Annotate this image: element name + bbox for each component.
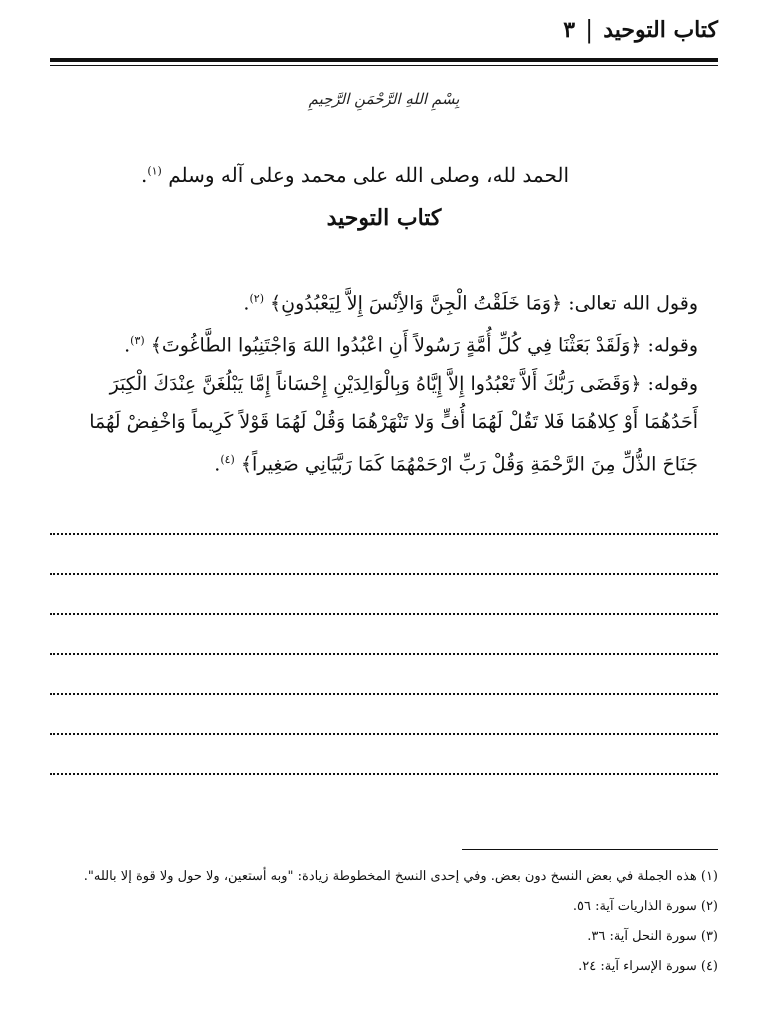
verse-paragraph (50, 322, 718, 364)
dotted-line (50, 495, 718, 535)
verse-text: ﴿وَمَا خَلَقْتُ الْجِنَّ وَالأِنْسَ إِلاَّ لِيَعْبُدُونِ﴾ (270, 292, 563, 315)
hamd-text: الحمد لله، وصلى الله على محمد وعلى آله وسلم (168, 163, 570, 187)
footnote-item: (٣) سورة النحل آية: ٣٦. (587, 929, 718, 944)
footnote-item: (٢) سورة الذاريات آية: ٥٦. (572, 899, 718, 914)
writing-lines (50, 495, 718, 775)
opening-praise (140, 163, 570, 187)
footnote-separator (462, 849, 718, 850)
dotted-line (50, 695, 718, 735)
footnote-item: (٤) سورة الإسراء آية: ٢٤. (578, 959, 718, 974)
footnote-ref: (٣) (130, 334, 145, 348)
header-separator: | (585, 16, 594, 44)
page-number: ٣ (563, 17, 576, 43)
footnote-ref: (١) (147, 164, 162, 178)
verse-period: . (124, 334, 131, 357)
main-text (50, 280, 718, 483)
dotted-line (50, 535, 718, 575)
dotted-line (50, 655, 718, 695)
verse-text: ﴿وَلَقَدْ بَعَثْنَا فِي كُلِّ أُمَّةٍ رَسُولاً أَنِ اعْبُدُوا اللهَ وَاجْتَنِبُوا الطَّاغُوتَ﴾ (150, 334, 642, 357)
verse-prefix: وقول الله تعالى: (562, 292, 698, 315)
verse-paragraph (50, 365, 718, 483)
verse-prefix: وقوله: (641, 372, 698, 395)
verse-period: . (243, 292, 250, 315)
verse-prefix: وقوله: (641, 334, 698, 357)
dotted-line (50, 575, 718, 615)
verse-period: . (214, 452, 221, 475)
header-book-title: كتاب التوحيد (603, 17, 718, 43)
verse-paragraph (50, 280, 718, 322)
dotted-line (50, 615, 718, 655)
dotted-line (50, 735, 718, 775)
chapter-title: كتاب التوحيد (326, 205, 442, 231)
header-rule-thin (50, 65, 718, 66)
footnotes (50, 862, 718, 982)
footnote-item: (١) هذه الجملة في بعض النسخ دون بعض. وفي إحدى النسخ المخطوطة زيادة: "وبه أستعين، ولا حول ولا قوة إلا بالله". (83, 869, 718, 884)
header-rule-thick (50, 58, 718, 62)
hamd-period: . (140, 163, 148, 187)
verse-text: ﴿وَقَضَى رَبُّكَ أَلاَّ تَعْبُدُوا إِلاَّ إِيَّاهُ وَبِالْوَالِدَيْنِ إِحْسَاناً إِمَّا يَبْلُغَنَّ عِنْدَكَ الْكِبَرَ أَحَدُهُمَا أَوْ كِلاهُمَا فَلا تَقُلْ لَهُمَا أُفٍّ وَلا تَنْهَرْهُمَا وَقُلْ لَهُمَا قَوْلاً كَرِيماً وَاخْفِضْ لَهُمَا جَنَاحَ الذُّلِّ مِنَ الرَّحْمَةِ وَقُلْ رَبِّ ارْحَمْهُمَا كَمَا رَبَّيَانِي صَغِيراً﴾ (89, 372, 698, 475)
footnote-ref: (٢) (249, 292, 264, 305)
running-header (50, 10, 718, 50)
basmala-calligraphy: بِسْمِ اللهِ الرَّحْمَنِ الرَّحِيمِ (308, 90, 460, 108)
footnote-ref: (٤) (220, 452, 235, 466)
